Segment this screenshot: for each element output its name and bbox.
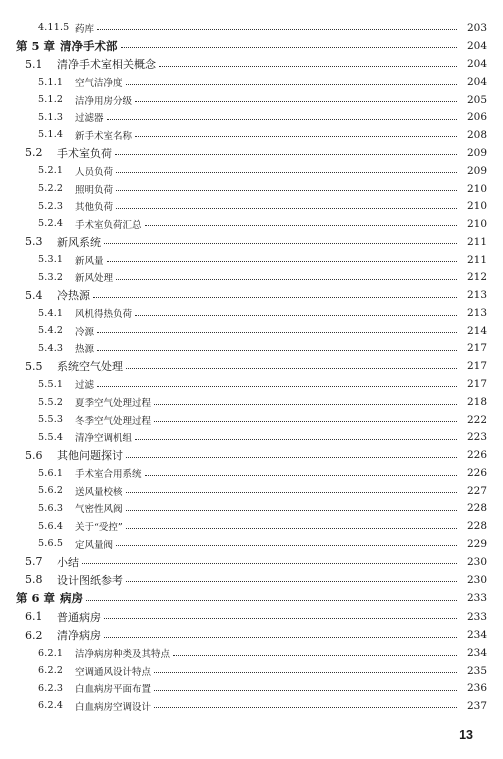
toc-entry-number: 5.2.1 [38,165,64,177]
toc-entry-title: 新风处理 [75,273,114,285]
toc-entry-title: 白血病房空调设计 [75,701,152,713]
toc-entry-page: 234 [466,629,487,642]
dot-leader [126,510,457,511]
toc-entry-page: 228 [466,502,487,515]
dot-leader [135,101,457,102]
toc-section-entry[interactable] [0,571,503,589]
dot-leader [116,208,457,209]
toc-entry-number: 5.2.4 [38,218,64,230]
toc-entry-title: 手术室负荷汇总 [75,219,142,231]
dot-leader [126,84,457,85]
toc-entry-page: 234 [466,647,487,660]
toc-entry-page: 236 [466,682,487,695]
toc-subsection-entry[interactable] [0,304,503,322]
toc-entry-title: 新风量 [75,255,104,267]
toc-entry-number: 5.5.4 [38,431,64,443]
toc-entry-number: 6.2.3 [38,682,64,694]
toc-entry-number: 5.5.3 [38,414,64,426]
toc-entry-number: 6.2.1 [38,647,64,659]
dot-leader [104,243,457,244]
dot-leader [154,707,457,708]
toc-entry-title: 系统空气处理 [57,360,123,374]
dot-leader [145,475,457,476]
toc-section-entry[interactable] [0,286,503,304]
toc-subsection-entry[interactable] [0,697,503,715]
toc-entry-number: 5.6.3 [38,502,64,514]
toc-entry-page: 210 [466,217,487,230]
dot-leader [107,119,457,120]
toc-entry-number: 6.2.4 [38,700,64,712]
dot-leader [154,672,457,673]
toc-entry-number: 5.3 [25,235,43,249]
toc-entry-page: 211 [466,253,487,266]
toc-entry-number: 5.6.5 [38,538,64,550]
toc-subsection-entry[interactable] [0,126,503,144]
toc-section-entry[interactable] [0,626,503,644]
toc-entry-number: 5.2.2 [38,183,64,195]
toc-subsection-entry[interactable] [0,251,503,269]
toc-entry-page: 237 [466,699,487,712]
dot-leader [116,545,457,546]
toc-entry-title: 定风量阀 [75,539,114,551]
toc-entry-title: 关于“受控” [75,522,123,533]
toc-subsection-entry[interactable] [0,428,503,446]
toc-entry-number: 5.1.1 [38,76,64,88]
toc-entry-page: 204 [466,39,487,52]
toc-entry-page: 210 [466,182,487,195]
dot-leader [116,172,457,173]
toc-section-entry[interactable] [0,446,503,464]
table-of-contents [0,19,503,715]
toc-section-entry[interactable] [0,233,503,251]
dot-leader [97,386,457,387]
dot-leader [126,368,457,369]
dot-leader [115,154,457,155]
toc-entry-title: 白血病房平面布置 [75,684,152,696]
toc-subsection-entry[interactable] [0,109,503,127]
toc-entry-page: 213 [466,289,487,302]
toc-entry-page: 233 [466,610,487,623]
toc-entry-page: 203 [466,21,487,34]
toc-entry-number: 6.2.2 [38,665,64,677]
toc-entry-title: 清净病房 [57,629,101,643]
toc-subsection-entry[interactable] [0,197,503,215]
dot-leader [104,618,457,619]
toc-entry-page: 208 [466,128,487,141]
toc-entry-page: 214 [466,324,487,337]
toc-entry-number: 5.6.2 [38,485,64,497]
toc-entry-number: 5.1.4 [38,129,64,141]
toc-subsection-entry[interactable] [0,322,503,340]
dot-leader [97,350,457,351]
toc-entry-number: 5.4 [25,288,43,302]
toc-entry-title: 夏季空气处理过程 [75,398,152,410]
toc-entry-title: 病房 [60,591,83,606]
toc-entry-title: 送风量校核 [75,486,123,498]
toc-subsection-entry[interactable] [0,73,503,91]
toc-entry-number: 5.3.2 [38,271,64,283]
toc-entry-title: 新风系统 [57,235,101,249]
dot-leader [86,600,457,601]
toc-entry-number: 5.3.1 [38,254,64,266]
dot-leader [126,581,457,582]
dot-leader [116,190,457,191]
toc-chapter-entry[interactable] [0,37,503,55]
toc-entry-page: 233 [466,592,487,605]
toc-entry-number: 5.2.3 [38,200,64,212]
toc-subsection-entry[interactable] [0,680,503,698]
toc-entry-title: 清净手术部 [60,38,118,53]
toc-entry-page: 217 [466,360,487,373]
toc-entry-number: 5.1.3 [38,111,64,123]
toc-entry-page: 230 [466,555,487,568]
toc-section-entry[interactable] [0,357,503,375]
toc-entry-number: 5.6.4 [38,520,64,532]
toc-entry-title: 普通病房 [57,610,101,624]
toc-entry-title: 冷源 [75,326,95,338]
toc-entry-number: 5.5.2 [38,396,64,408]
toc-entry-number: 第 5 章 [16,38,56,53]
toc-subsection-entry[interactable] [0,215,503,233]
toc-section-entry[interactable] [0,55,503,73]
toc-subsection-entry[interactable] [0,91,503,109]
toc-entry-number: 5.4.1 [38,307,64,319]
dot-leader [135,315,457,316]
toc-entry-page: 217 [466,378,487,391]
toc-entry-page: 212 [466,271,487,284]
toc-section-entry[interactable] [0,552,503,570]
dot-leader [126,492,457,493]
toc-entry-page: 204 [466,58,487,71]
toc-subsection-entry[interactable] [0,269,503,287]
toc-entry-number: 5.7 [25,555,43,569]
dot-leader [154,421,457,422]
toc-subsection-entry[interactable] [0,411,503,429]
toc-entry-title: 清净手术室相关概念 [57,58,156,72]
toc-subsection-entry[interactable] [0,644,503,662]
dot-leader [126,457,457,458]
toc-entry-page: 218 [466,396,487,409]
toc-entry-page: 229 [466,537,487,550]
toc-subsection-entry[interactable] [0,482,503,500]
dot-leader [126,528,457,529]
toc-subsection-entry[interactable] [0,662,503,680]
toc-entry-number: 5.1 [25,57,43,71]
toc-subsection-entry[interactable] [0,393,503,411]
toc-entry-number: 5.2 [25,146,43,160]
toc-entry-number: 5.8 [25,573,43,587]
toc-entry-page: 235 [466,664,487,677]
dot-leader [145,225,457,226]
toc-entry-title: 洁净病房种类及其特点 [75,649,171,661]
toc-subsection-entry[interactable] [0,180,503,198]
toc-entry-title: 小结 [57,555,79,569]
toc-subsection-entry[interactable] [0,340,503,358]
toc-entry-title: 设计图纸参考 [57,573,123,587]
toc-entry-page: 230 [466,573,487,586]
toc-entry-page: 226 [466,467,487,480]
toc-section-entry[interactable] [0,144,503,162]
toc-entry-title: 其他问题探讨 [57,449,123,463]
toc-entry-page: 209 [466,164,487,177]
dot-leader [135,439,457,440]
toc-entry-page: 223 [466,431,487,444]
toc-entry-title: 气密性风阀 [75,504,123,516]
dot-leader [173,655,457,656]
toc-subsection-entry[interactable] [0,162,503,180]
toc-entry-page: 227 [466,484,487,497]
toc-entry-title: 过滤器 [75,113,104,125]
toc-subsection-entry[interactable] [0,464,503,482]
toc-entry-title: 过滤 [75,380,95,392]
toc-entry-number: 5.5.1 [38,378,64,390]
toc-entry-number: 5.6 [25,448,43,462]
toc-entry-title: 新手术室名称 [75,130,133,142]
toc-chapter-entry[interactable] [0,589,503,607]
toc-entry-page: 217 [466,342,487,355]
toc-entry-number: 5.4.2 [38,325,64,337]
toc-subsection-entry[interactable] [0,376,503,394]
toc-entry-page: 213 [466,307,487,320]
toc-entry-number: 第 6 章 [16,591,56,606]
toc-entry-title: 冬季空气处理过程 [75,415,152,427]
toc-entry-number: 6.2 [25,628,43,642]
dot-leader [97,29,457,30]
toc-entry-title: 清净空调机组 [75,433,133,445]
toc-subsection-entry[interactable] [0,500,503,518]
toc-subsection-entry[interactable] [0,517,503,535]
toc-entry-title: 其他负荷 [75,202,114,214]
toc-entry-title: 人员负荷 [75,166,114,178]
toc-entry-page: 228 [466,520,487,532]
toc-entry-number: 5.5 [25,359,43,373]
toc-entry-title: 照明负荷 [75,184,114,196]
toc-entry-page: 205 [466,93,487,106]
dot-leader [154,404,457,405]
toc-entry-page: 226 [466,449,487,462]
toc-entry-title: 药库 [75,23,95,35]
toc-entry-number: 6.1 [25,610,43,624]
dot-leader [82,563,457,564]
toc-subsection-entry[interactable] [0,535,503,553]
dot-leader [159,66,457,67]
dot-leader [93,297,457,298]
dot-leader [135,136,457,137]
toc-entry-title: 手术室负荷 [57,146,112,160]
dot-leader [121,47,458,48]
toc-entry-title: 热源 [75,344,95,356]
toc-section-entry[interactable] [0,608,503,626]
toc-subsection-entry[interactable] [0,19,503,37]
toc-entry-title: 手术室合用系统 [75,469,142,481]
toc-entry-page: 222 [466,413,487,426]
toc-entry-title: 风机得热负荷 [75,309,133,321]
toc-entry-page: 206 [466,111,487,124]
toc-entry-title: 空气洁净度 [75,78,123,90]
page-number: 13 [459,728,473,742]
toc-entry-number: 5.4.3 [38,342,64,354]
dot-leader [97,332,457,333]
dot-leader [116,279,457,280]
toc-entry-number: 5.1.2 [38,94,64,106]
toc-entry-page: 204 [466,76,487,89]
toc-entry-title: 洁净用房分级 [75,95,133,107]
toc-entry-number: 4.11.5 [38,22,70,34]
toc-entry-page: 209 [466,146,487,159]
toc-entry-title: 空调通风设计特点 [75,666,152,678]
toc-entry-number: 5.6.1 [38,467,64,479]
toc-entry-page: 210 [466,200,487,213]
dot-leader [154,690,457,691]
dot-leader [107,261,457,262]
toc-entry-page: 211 [466,235,487,248]
toc-entry-title: 冷热源 [57,289,90,303]
dot-leader [104,637,457,638]
